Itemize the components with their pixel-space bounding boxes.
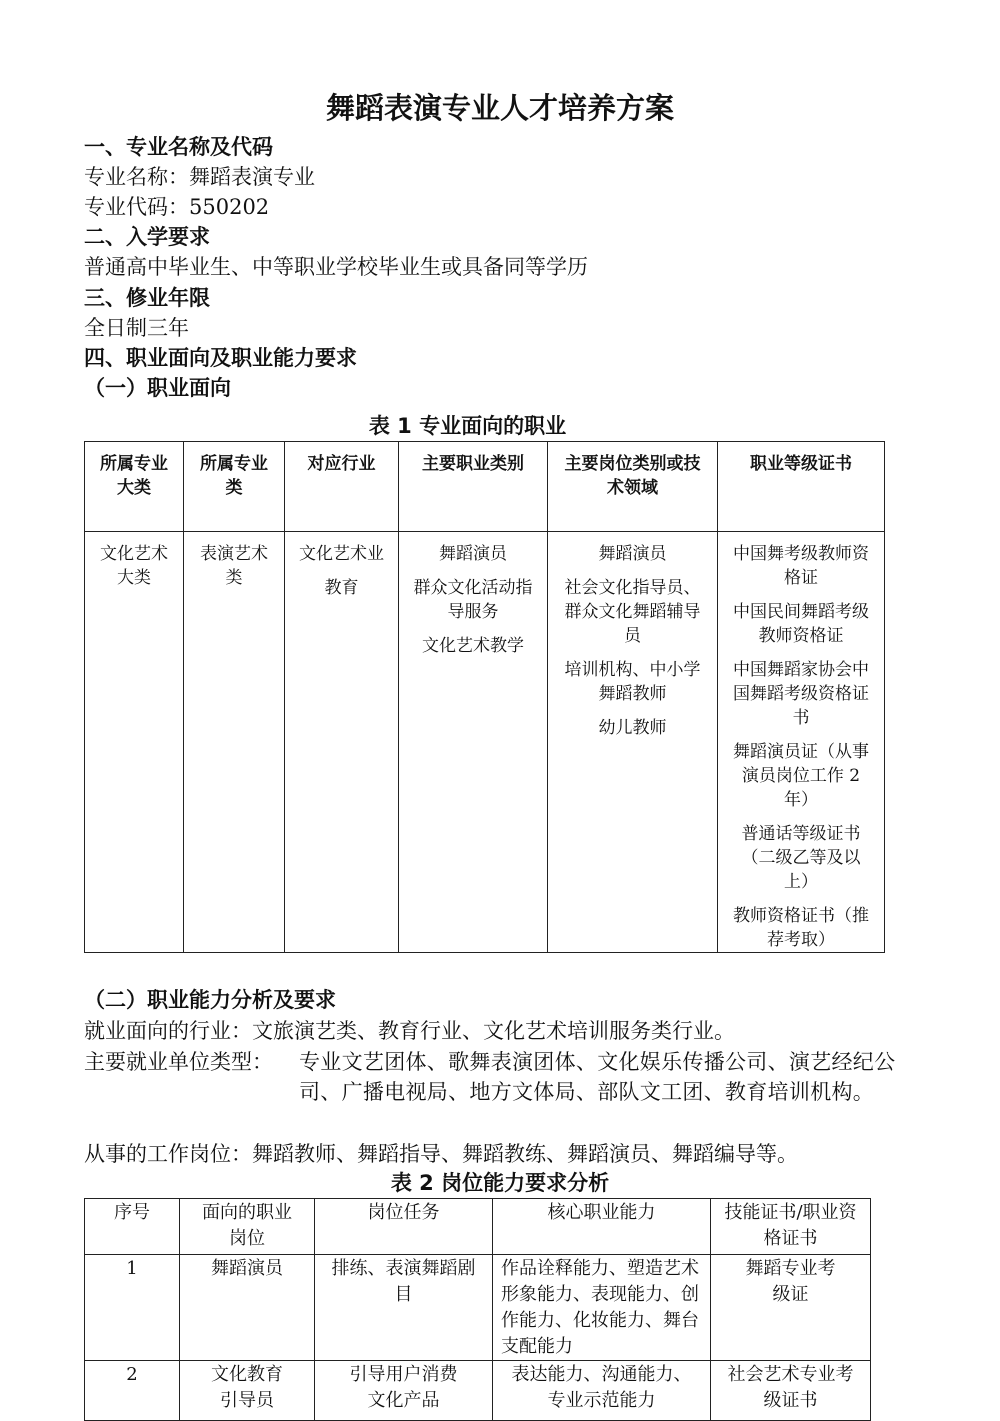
section-heading-3: 三、修业年限 xyxy=(84,286,210,310)
table-header-cell: 序号 xyxy=(85,1199,180,1255)
table-header-cell: 对应行业 xyxy=(285,442,399,532)
section-heading-1: 一、专业名称及代码 xyxy=(84,135,273,159)
table-job-abilities xyxy=(84,1198,871,1421)
table-cell: 2 xyxy=(85,1361,180,1421)
major-code: 专业代码：550202 xyxy=(84,195,270,219)
section-heading-4: 四、职业面向及职业能力要求 xyxy=(84,346,357,370)
employer-types-value: 专业文艺团体、歌舞表演团体、文化娱乐传播公司、演艺经纪公司、广播电视局、地方文体局、部队文工团、教育培训机构。 xyxy=(299,1050,896,1104)
document-title: 舞蹈表演专业人才培养方案 xyxy=(325,91,674,125)
table-cell: 舞蹈专业考级证 xyxy=(711,1255,871,1361)
subsection-heading-2: （二）职业能力分析及要求 xyxy=(84,988,336,1012)
subsection-heading-1: （一）职业面向 xyxy=(84,376,231,400)
table-cell: 舞蹈演员 社会文化指导员、群众文化舞蹈辅导员 培训机构、中小学舞蹈教师 幼儿教师 xyxy=(548,532,718,953)
table-header-cell: 核心职业能力 xyxy=(493,1199,711,1255)
employer-types-label: 主要就业单位类型： xyxy=(84,1050,273,1074)
table-header-cell: 所属专业大类 xyxy=(85,442,184,532)
table-header-cell: 岗位任务 xyxy=(315,1199,493,1255)
table-cell: 文化艺术业 教育 xyxy=(285,532,399,953)
employment-industries: 就业面向的行业：文旅演艺类、教育行业、文化艺术培训服务类行业。 xyxy=(84,1019,735,1043)
study-duration: 全日制三年 xyxy=(84,316,189,340)
table-cell: 文化艺术大类 xyxy=(85,532,184,953)
table-header-cell: 技能证书/职业资格证书 xyxy=(711,1199,871,1255)
table-cell: 舞蹈演员 xyxy=(180,1255,315,1361)
table-header-cell: 主要岗位类别或技术领域 xyxy=(548,442,718,532)
table-cell: 作品诠释能力、塑造艺术形象能力、表现能力、创作能力、化妆能力、舞台支配能力 xyxy=(493,1255,711,1361)
table-row xyxy=(85,532,885,953)
major-name: 专业名称：舞蹈表演专业 xyxy=(84,165,315,189)
table-header-cell: 主要职业类别 xyxy=(399,442,548,532)
table-cell: 1 xyxy=(85,1255,180,1361)
table-cell: 中国舞考级教师资格证 中国民间舞蹈考级教师资格证 中国舞蹈家协会中国舞蹈考级资格证书 舞蹈演员证（从事演员岗位工作 2 年） 普通话等级证书（二级乙等及以上） 教师资格证书（推荐考取） xyxy=(718,532,885,953)
table-header-cell: 所属专业类 xyxy=(184,442,285,532)
table-occupations xyxy=(84,441,885,953)
table-row xyxy=(85,1361,871,1421)
table-cell: 文化教育引导员 xyxy=(180,1361,315,1421)
table-cell: 表达能力、沟通能力、专业示范能力 xyxy=(493,1361,711,1421)
section-heading-2: 二、入学要求 xyxy=(84,225,210,249)
table-cell: 引导用户消费文化产品 xyxy=(315,1361,493,1421)
admission-requirement: 普通高中毕业生、中等职业学校毕业生或具备同等学历 xyxy=(84,255,588,279)
job-positions: 从事的工作岗位：舞蹈教师、舞蹈指导、舞蹈教练、舞蹈演员、舞蹈编导等。 xyxy=(84,1142,798,1166)
table-row xyxy=(85,1255,871,1361)
table-cell: 排练、表演舞蹈剧目 xyxy=(315,1255,493,1361)
table2-caption: 表 2 岗位能力要求分析 xyxy=(390,1171,610,1195)
table1-caption: 表 1 专业面向的职业 xyxy=(368,414,567,438)
table-header-row xyxy=(85,442,885,532)
table-cell: 舞蹈演员 群众文化活动指导服务 文化艺术教学 xyxy=(399,532,548,953)
table-header-cell: 面向的职业岗位 xyxy=(180,1199,315,1255)
table-header-row xyxy=(85,1199,871,1255)
table-header-cell: 职业等级证书 xyxy=(718,442,885,532)
table-cell: 社会艺术专业考级证书 xyxy=(711,1361,871,1421)
table-cell: 表演艺术类 xyxy=(184,532,285,953)
